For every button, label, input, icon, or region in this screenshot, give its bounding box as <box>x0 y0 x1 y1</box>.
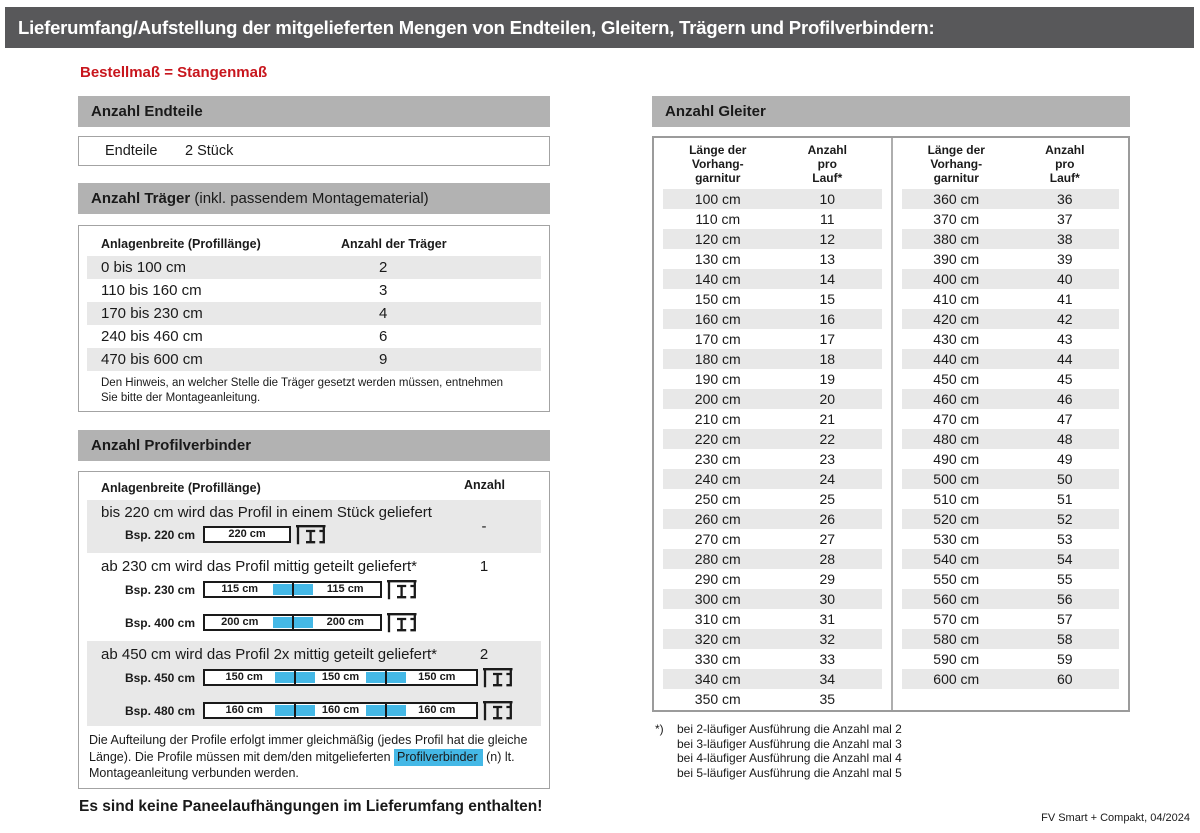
header-line: garnitur <box>695 171 741 185</box>
gleiter-length: 180 cm <box>694 351 741 367</box>
header-line: Lauf* <box>1049 171 1080 185</box>
profile-segment-length: 200 cm <box>326 616 364 628</box>
gleiter-length: 440 cm <box>933 351 980 367</box>
gleiter-count: 24 <box>819 471 836 487</box>
profile-cross-section-icon <box>296 524 326 546</box>
gleiter-length: 380 cm <box>933 231 980 247</box>
header-line: Lauf* <box>812 171 843 185</box>
traeger-note: Den Hinweis, an welcher Stelle die Träger gesetzt werden müssen, entnehmen Sie bitte der Montageanleitung. <box>101 377 504 404</box>
pv-note-before: Die Aufteilung der Profile erfolgt immer gleichmäßig (jedes Profil hat die gleiche Länge). Die Profile müssen mit dem/den mitgelieferten <box>89 733 528 764</box>
gleiter-length: 390 cm <box>933 251 980 267</box>
section-title-traeger-suffix: (inkl. passendem Montagematerial) <box>190 190 429 207</box>
gleiter-count: 47 <box>1056 411 1073 427</box>
left-column <box>78 96 550 816</box>
gleiter-length: 510 cm <box>933 491 980 507</box>
gleiter-length: 110 cm <box>695 211 741 227</box>
profile-segment-length: 150 cm <box>225 671 263 683</box>
profile-joint-line <box>292 616 294 629</box>
gleiter-count: 31 <box>819 611 836 627</box>
gleiter-length: 490 cm <box>933 451 980 467</box>
gleiter-subtable <box>891 138 1128 710</box>
gleiter-row <box>663 589 882 609</box>
gleiter-row <box>663 429 882 449</box>
gleiter-row <box>663 529 882 549</box>
pv-table-header <box>87 478 541 500</box>
gleiter-count: 49 <box>1056 451 1073 467</box>
right-column <box>652 96 1130 780</box>
header-line: pro <box>1055 157 1075 171</box>
traeger-range: 170 bis 230 cm <box>101 305 203 322</box>
gleiter-count: 29 <box>819 571 836 587</box>
gleiter-length: 270 cm <box>694 531 741 547</box>
profile-bar <box>203 702 478 719</box>
page-title-bar <box>5 7 1194 48</box>
gleiter-length: 150 cm <box>694 291 741 307</box>
profile-segment-length: 200 cm <box>221 616 259 628</box>
section-title-gleiter: Anzahl Gleiter <box>665 103 766 120</box>
gleiter-length: 420 cm <box>933 311 980 327</box>
pv-row-count: - <box>481 518 487 535</box>
pv-row <box>87 500 541 553</box>
traeger-col1-header: Anlagenbreite (Profillänge) <box>101 237 261 251</box>
traeger-table-rows <box>87 256 541 371</box>
gleiter-row <box>663 229 882 249</box>
gleiter-length: 230 cm <box>694 451 741 467</box>
gleiter-count: 39 <box>1056 251 1073 267</box>
gleiter-length: 170 cm <box>694 331 741 347</box>
gleiter-row <box>902 349 1119 369</box>
traeger-range: 0 bis 100 cm <box>101 259 187 276</box>
gleiter-row <box>663 609 882 629</box>
gleiter-row <box>663 189 882 209</box>
header-line: Vorhang- <box>691 157 744 171</box>
gleiter-count: 13 <box>819 251 836 267</box>
gleiter-row <box>663 349 882 369</box>
gleiter-row <box>663 649 882 669</box>
pv-rows <box>87 500 541 726</box>
traeger-row <box>87 279 541 302</box>
gleiter-length: 410 cm <box>933 291 980 307</box>
gleiter-row <box>902 529 1119 549</box>
pv-note-highlight: Profilverbinder <box>394 749 483 766</box>
gleiter-row <box>902 649 1119 669</box>
gleiter-count: 20 <box>819 391 836 407</box>
gleiter-length: 580 cm <box>933 631 980 647</box>
gleiter-row <box>663 469 882 489</box>
profile-joint-line <box>385 671 387 684</box>
gleiter-count: 25 <box>819 491 836 507</box>
traeger-row <box>87 348 541 371</box>
pv-example-label: Bsp. 480 cm <box>124 703 195 718</box>
pv-note <box>87 732 539 782</box>
gleiter-row <box>902 429 1119 449</box>
section-title-profilverbinder: Anzahl Profilverbinder <box>91 437 252 454</box>
gleiter-count: 54 <box>1056 551 1073 567</box>
gleiter-count: 11 <box>819 211 835 227</box>
gleiter-length: 260 cm <box>694 511 741 527</box>
profile-joint-line <box>294 671 296 684</box>
gleiter-length: 340 cm <box>694 671 741 687</box>
traeger-table-header <box>87 232 541 256</box>
gleiter-length: 120 cm <box>694 231 741 247</box>
gleiter-count: 37 <box>1056 211 1073 227</box>
gleiter-row <box>902 509 1119 529</box>
gleiter-length: 190 cm <box>694 371 741 387</box>
gleiter-count: 17 <box>819 331 836 347</box>
traeger-row <box>87 325 541 348</box>
gleiter-row <box>902 369 1119 389</box>
pv-example-label: Bsp. 230 cm <box>124 582 195 597</box>
traeger-row <box>87 302 541 325</box>
gleiter-count: 22 <box>819 431 836 447</box>
profile-joint-line <box>294 704 296 717</box>
gleiter-row <box>663 329 882 349</box>
gleiter-row <box>902 209 1119 229</box>
profile-joint-line <box>292 583 294 596</box>
header-line: Länge der <box>689 143 747 157</box>
header-line: Anzahl <box>1045 143 1085 157</box>
profilverbinder-table <box>78 471 550 789</box>
gleiter-length: 590 cm <box>933 651 980 667</box>
gleiter-count: 56 <box>1056 591 1073 607</box>
gleiter-footnotes <box>652 722 1130 780</box>
traeger-count: 2 <box>379 259 388 276</box>
gleiter-length: 470 cm <box>933 411 980 427</box>
gleiter-length: 430 cm <box>933 331 980 347</box>
gleiter-row <box>663 389 882 409</box>
gleiter-row <box>663 509 882 529</box>
gleiter-length: 100 cm <box>694 191 741 207</box>
gleiter-length: 320 cm <box>694 631 741 647</box>
section-title-traeger: Anzahl Träger <box>91 190 191 207</box>
gleiter-count: 26 <box>819 511 836 527</box>
traeger-range: 470 bis 600 cm <box>101 351 203 368</box>
gleiter-table <box>652 136 1130 712</box>
footnote-line: bei 3-läufiger Ausführung die Anzahl mal 3 <box>677 736 902 751</box>
gleiter-row <box>902 629 1119 649</box>
traeger-table <box>78 225 550 412</box>
footnote-line: bei 4-läufiger Ausführung die Anzahl mal 4 <box>677 751 902 765</box>
section-header-endteile <box>78 96 550 127</box>
gleiter-row <box>902 489 1119 509</box>
profile-cross-section-icon <box>387 579 417 601</box>
gleiter-row <box>902 449 1119 469</box>
traeger-count: 6 <box>379 328 388 345</box>
gleiter-row <box>663 249 882 269</box>
gleiter-row <box>902 669 1119 689</box>
header-line: garnitur <box>933 171 979 185</box>
gleiter-row <box>902 229 1119 249</box>
section-header-gleiter <box>652 96 1130 127</box>
gleiter-length: 210 cm <box>694 411 741 427</box>
pv-example <box>87 581 541 598</box>
gleiter-count-column-header <box>1011 143 1120 185</box>
gleiter-row <box>902 309 1119 329</box>
gleiter-count: 45 <box>1056 371 1073 387</box>
traeger-range: 110 bis 160 cm <box>101 282 202 299</box>
gleiter-count: 40 <box>1056 271 1073 287</box>
gleiter-count: 57 <box>1056 611 1073 627</box>
gleiter-count: 46 <box>1056 391 1073 407</box>
footnote-line: bei 5-läufiger Ausführung die Anzahl mal 5 <box>677 765 902 780</box>
gleiter-row <box>663 689 882 709</box>
profile-cross-section-icon <box>483 667 513 689</box>
gleiter-length: 370 cm <box>933 211 980 227</box>
gleiter-length: 200 cm <box>694 391 741 407</box>
gleiter-row <box>902 569 1119 589</box>
profile-bar <box>203 526 291 543</box>
gleiter-length-column-header <box>902 143 1011 185</box>
gleiter-length: 450 cm <box>933 371 980 387</box>
gleiter-count: 36 <box>1056 191 1073 207</box>
gleiter-length: 530 cm <box>933 531 980 547</box>
profile-segment-length: 160 cm <box>418 704 456 716</box>
gleiter-length: 400 cm <box>933 271 980 287</box>
header-line: Vorhang- <box>930 157 983 171</box>
section-header-traeger <box>78 183 550 214</box>
profile-joint-line <box>385 704 387 717</box>
footnote-line <box>655 722 1130 737</box>
pv-example <box>87 702 541 719</box>
gleiter-count: 19 <box>819 371 836 387</box>
section-title-endteile: Anzahl Endteile <box>91 103 203 120</box>
gleiter-length: 140 cm <box>694 271 741 287</box>
gleiter-count: 28 <box>819 551 836 567</box>
gleiter-count: 34 <box>819 671 836 687</box>
pv-col2-header: Anzahl <box>464 478 505 492</box>
section-header-profilverbinder <box>78 430 550 461</box>
gleiter-count: 38 <box>1056 231 1073 247</box>
gleiter-subtable <box>654 138 891 710</box>
gleiter-row <box>902 549 1119 569</box>
traeger-count: 3 <box>379 282 388 299</box>
gleiter-count: 23 <box>819 451 836 467</box>
gleiter-count: 35 <box>819 691 836 707</box>
gleiter-count: 14 <box>819 271 836 287</box>
endteile-box <box>78 136 550 166</box>
gleiter-length: 310 cm <box>694 611 741 627</box>
profile-bar <box>203 669 478 686</box>
profile-segment-length: 150 cm <box>321 671 360 683</box>
footnote-marker: *) <box>655 722 664 736</box>
gleiter-length: 600 cm <box>933 671 980 687</box>
endteile-value: 2 Stück <box>185 143 234 159</box>
gleiter-row <box>663 449 882 469</box>
gleiter-count: 42 <box>1056 311 1073 327</box>
gleiter-row <box>663 489 882 509</box>
gleiter-row <box>902 589 1119 609</box>
profile-segment-length: 160 cm <box>225 704 263 716</box>
gleiter-count: 58 <box>1056 631 1073 647</box>
gleiter-row <box>902 329 1119 349</box>
pv-row <box>87 553 541 641</box>
profile-segment-length: 150 cm <box>418 671 456 683</box>
gleiter-length: 240 cm <box>694 471 741 487</box>
gleiter-length: 290 cm <box>694 571 741 587</box>
gleiter-length: 330 cm <box>694 651 741 667</box>
endteile-label: Endteile <box>105 143 158 159</box>
pv-example-label: Bsp. 220 cm <box>124 527 195 542</box>
gleiter-length: 160 cm <box>694 311 741 327</box>
gleiter-row <box>663 309 882 329</box>
gleiter-length: 300 cm <box>694 591 741 607</box>
profile-bar <box>203 581 382 598</box>
traeger-count: 4 <box>379 305 388 322</box>
gleiter-row <box>902 609 1119 629</box>
pv-row-text: ab 450 cm wird das Profil 2x mittig geteilt geliefert* <box>101 646 437 663</box>
gleiter-count: 27 <box>819 531 836 547</box>
profile-segment-length: 220 cm <box>228 528 266 540</box>
gleiter-count: 53 <box>1056 531 1073 547</box>
profile-segment-length: 160 cm <box>321 704 360 716</box>
gleiter-count: 16 <box>819 311 836 327</box>
pv-row-count: 1 <box>479 558 489 575</box>
document-footer: FV Smart + Compakt, 04/2024 <box>1041 812 1190 824</box>
header-line: Anzahl <box>807 143 847 157</box>
gleiter-count: 50 <box>1056 471 1073 487</box>
gleiter-length: 560 cm <box>933 591 980 607</box>
profile-cross-section-icon <box>483 700 513 722</box>
gleiter-count: 12 <box>819 231 836 247</box>
gleiter-length: 550 cm <box>933 571 980 587</box>
gleiter-row <box>663 669 882 689</box>
gleiter-row <box>663 289 882 309</box>
gleiter-row <box>902 249 1119 269</box>
gleiter-row <box>663 369 882 389</box>
gleiter-row <box>663 549 882 569</box>
gleiter-row <box>663 629 882 649</box>
gleiter-count-column-header <box>773 143 883 185</box>
gleiter-count: 32 <box>819 631 836 647</box>
footnote-text: bei 2-läufiger Ausführung die Anzahl mal 2 <box>677 722 902 736</box>
gleiter-length: 250 cm <box>694 491 741 507</box>
gleiter-count: 43 <box>1056 331 1073 347</box>
gleiter-subtable-header <box>902 143 1119 185</box>
gleiter-count: 55 <box>1056 571 1073 587</box>
traeger-range: 240 bis 460 cm <box>101 328 203 345</box>
gleiter-row <box>902 469 1119 489</box>
gleiter-row <box>902 409 1119 429</box>
gleiter-count: 60 <box>1056 671 1073 687</box>
gleiter-length: 480 cm <box>933 431 980 447</box>
gleiter-length-column-header <box>663 143 773 185</box>
traeger-col2-header: Anzahl der Träger <box>341 237 447 251</box>
profile-segment-length: 115 cm <box>221 583 259 595</box>
gleiter-row <box>663 269 882 289</box>
pv-row-count: 2 <box>479 646 489 663</box>
gleiter-count: 48 <box>1056 431 1073 447</box>
gleiter-length: 460 cm <box>933 391 980 407</box>
traeger-count: 9 <box>379 351 388 368</box>
traeger-row <box>87 256 541 279</box>
gleiter-length: 360 cm <box>933 191 980 207</box>
gleiter-length: 130 cm <box>694 251 741 267</box>
pv-row-text: bis 220 cm wird das Profil in einem Stück geliefert <box>101 504 432 521</box>
gleiter-length: 350 cm <box>694 691 741 707</box>
profile-cross-section-icon <box>387 612 417 634</box>
pv-row-text: ab 230 cm wird das Profil mittig geteilt geliefert* <box>101 558 417 575</box>
gleiter-row <box>663 569 882 589</box>
gleiter-count: 15 <box>819 291 836 307</box>
gleiter-count: 44 <box>1056 351 1073 367</box>
pv-example <box>87 614 541 631</box>
gleiter-length: 220 cm <box>694 431 741 447</box>
gleiter-row <box>902 269 1119 289</box>
no-paneel-note: Es sind keine Paneelaufhängungen im Lieferumfang enthalten! <box>79 797 543 815</box>
gleiter-row <box>663 209 882 229</box>
pv-note-after: (n) lt. Montageanleitung verbunden werden. <box>89 749 515 780</box>
gleiter-count: 18 <box>819 351 836 367</box>
gleiter-count: 52 <box>1056 511 1073 527</box>
header-line: pro <box>817 157 837 171</box>
gleiter-length: 570 cm <box>933 611 980 627</box>
gleiter-length: 500 cm <box>933 471 980 487</box>
gleiter-length: 280 cm <box>694 551 741 567</box>
subtitle: Bestellmaß = Stangenmaß <box>80 64 268 81</box>
pv-example <box>87 669 541 686</box>
profile-bar <box>203 614 382 631</box>
gleiter-count: 41 <box>1056 291 1073 307</box>
page-title: Lieferumfang/Aufstellung der mitgelieferten Mengen von Endteilen, Gleitern, Trägern und Profilverbindern: <box>18 17 935 38</box>
pv-example-label: Bsp. 400 cm <box>124 615 195 630</box>
gleiter-count: 51 <box>1056 491 1073 507</box>
gleiter-length: 520 cm <box>933 511 980 527</box>
gleiter-count: 30 <box>819 591 836 607</box>
gleiter-row <box>663 409 882 429</box>
gleiter-row <box>902 389 1119 409</box>
profile-segment-length: 115 cm <box>326 583 364 595</box>
gleiter-row <box>902 289 1119 309</box>
gleiter-count: 33 <box>819 651 836 667</box>
gleiter-count: 21 <box>819 411 836 427</box>
pv-example-label: Bsp. 450 cm <box>124 670 195 685</box>
pv-row <box>87 641 541 726</box>
gleiter-row <box>902 189 1119 209</box>
gleiter-count: 59 <box>1056 651 1073 667</box>
gleiter-count: 10 <box>819 191 836 207</box>
gleiter-length: 540 cm <box>933 551 980 567</box>
header-line: Länge der <box>927 143 985 157</box>
pv-col1-header: Anlagenbreite (Profillänge) <box>101 481 261 495</box>
gleiter-subtable-header <box>663 143 882 185</box>
